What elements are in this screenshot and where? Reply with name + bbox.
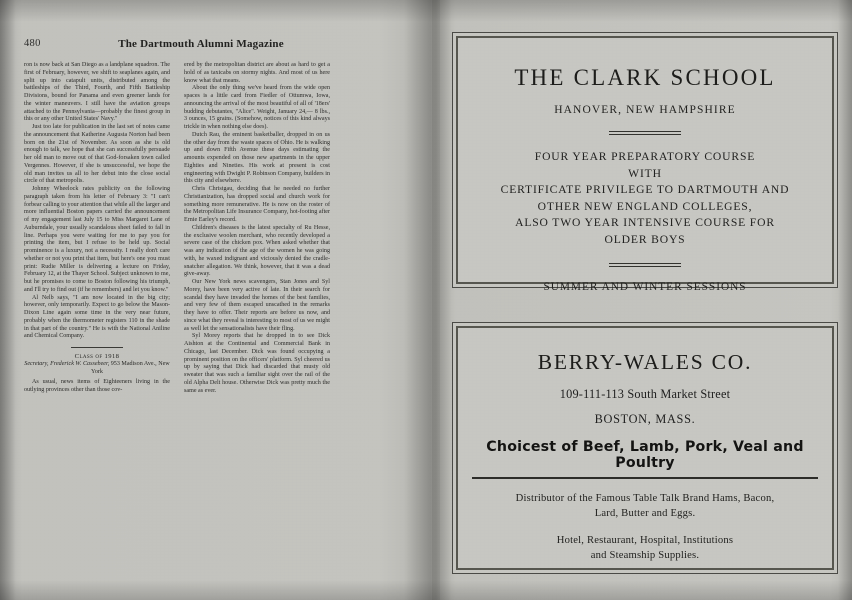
- paragraph: As usual, news items of Eighteeners living in the outlying provinces other than those cov-: [24, 379, 170, 393]
- clark-school-title: THE CLARK SCHOOL: [514, 65, 776, 90]
- clark-school-location: HANOVER, NEW HAMPSHIRE: [554, 104, 736, 116]
- right-page: [440, 0, 852, 600]
- paragraph: Children's diseases is the latest specialty of Ru Hesse, the exclusive woolen merchant, who recently developed a severe case of the chicken pox. When asked whether that was any indication of the age of the women he was going with, he waxed indignant and viciously denied the cradle-snatcher allegation. We think, however, that it was a dead give-away.: [184, 224, 330, 278]
- class-notes-heading: Class of 1918: [74, 353, 120, 360]
- ad-inner-frame: [456, 326, 834, 570]
- berry-wales-city: BOSTON, MASS.: [594, 412, 696, 426]
- paragraph: Johnny Wheelock rates publicity on the following paragraph taken from his letter of February 3: "I can't forbear calling to your attention that while all the larger and more influential Boston papers carried the announcement of my engagement last July 15 to Miss Margaret Lane of Auburndale, your usually scandalous sheet failed to fall in line. Perhaps you were waiting for me to pay you for printing the item, but I refuse to be held up. Social prominence is a luxury, not a necessity. I really don't care whether or not you print that item, but here's one you must print: Rudie Miller is delivering a lecture on Friday, February 12, at the Thayer School. Subject unknown to me, but he promises to come to Boston following his triumph, and I'll try to find out (if he remembers) and let you know.": [24, 186, 170, 293]
- class-secretary-address: 953 Madison Ave., New York: [91, 361, 170, 375]
- berry-wales-supply-text: [472, 533, 818, 564]
- text-columns: [24, 62, 330, 395]
- berry-wales-street-address: 109-111-113 South Market Street: [559, 387, 731, 401]
- supply-line: Hotel, Restaurant, Hospital, Institutions: [556, 534, 734, 546]
- double-rule-divider: [609, 131, 681, 135]
- course-line: ALSO TWO YEAR INTENSIVE COURSE FOR: [515, 216, 775, 229]
- section-divider-rule: [71, 347, 123, 348]
- course-line: FOUR YEAR PREPARATORY COURSE: [534, 150, 756, 163]
- distributor-line: Lard, Butter and Eggs.: [594, 508, 696, 520]
- class-secretary-name: Secretary, Frederick W. Cassebeer,: [24, 361, 110, 367]
- berry-wales-title: BERRY-WALES CO.: [537, 350, 753, 374]
- paragraph: ron is now back at San Diego as a landplane squadron. The first of February, however, we shift to seaplanes again, and split up into catapult units, distributed among the battleships of the Third, Fourth, and Fifth Battleship Divisions, bound for Panama and even greener lands for the winter maneuvers. I still have the aviation groups attached to the Pennsylvania—probably the finest group in this or any other United States' Navy.": [24, 62, 170, 123]
- left-page-content: [24, 38, 330, 395]
- class-secretary-line: [24, 361, 170, 376]
- page-header: [24, 38, 330, 56]
- ad-inner-frame: [456, 36, 834, 293]
- advertisement-clark-school: [452, 32, 838, 293]
- paragraph: ered by the metropolitan district are about as hard to get a hold of as taxicabs on stormy nights. And most of us here know what that means.: [184, 62, 330, 84]
- course-line: WITH: [628, 166, 662, 180]
- paragraph: Al Nelb says, "I am now located in the big city; however, only temporarily. Expect to go below the Mason-Dixon Line again some time in the very near future, probably when the thermometer registers 110 in the shade in that part of the country." He is with the National Aniline and Chemical Company.: [24, 294, 170, 340]
- text-column-2: [184, 62, 330, 395]
- distributor-line: Distributor of the Famous Table Talk Brand Hams, Bacon,: [515, 492, 775, 504]
- paragraph: Our New York news scavengers, Stan Jones and Syl Morey, have been very active of late. In their search for scandal they have invaded the homes of the best families, and very few of them escaped unscathed in the remarks they have to offer. Their reports are before us now, and since what they reveal is interesting to most of us we might as well let the sensationalists have their fling.: [184, 279, 330, 332]
- double-rule-divider: [609, 263, 681, 267]
- text-column-1: [24, 62, 170, 395]
- paragraph: About the only thing we've heard from the wide open spaces is a little card from Fiedler of Ottumwa, Iowa, announcing the arrival of the most beautiful of all of '18ers' budding debutantes, "Alice". Weight, January 24,— 8 lbs., 3 ounces, 15 grains. (Somehow, notices of this kind always trickle in when nothing else does).: [184, 85, 330, 130]
- banner-underline-rule: [472, 477, 818, 479]
- paragraph: Dutch Rau, the eminent basketballer, dropped in on us the other day from the waste spaces of Ohio. He is walking up and down Fifth Avenue these days estimating the amounts expended on those new apartments in the upper Eighties and Nineties. His work at present is cost engineering with Dwight P. Robinson Company, builders in this city and elsewhere.: [184, 131, 330, 185]
- clark-school-course-description: [472, 149, 818, 248]
- running-head-title: The Dartmouth Alumni Magazine: [118, 38, 284, 50]
- clark-school-sessions: SUMMER AND WINTER SESSIONS: [543, 281, 747, 293]
- folio-page-number: 480: [24, 38, 41, 49]
- course-line: CERTIFICATE PRIVILEGE TO DARTMOUTH AND: [500, 183, 790, 196]
- paragraph: Just too late for publication in the last set of notes came the announcement that Katherine Augusta Norton had been born on the 21st of November. As soon as she is old enough to talk, we hope that she can successfully persuade her old man to move out of that God-forsaken town called Vergennes. However, if she is unsuccessful, we hope the old man invites us all to her debut into the close social circle of that metropolis.: [24, 124, 170, 185]
- paragraph: Syl Morey reports that he dropped in to see Dick Aishton at the Continental and Commercial Bank in Chicago, last December. Dick was found occupying a prominent position on the officers' platform. Syl cheered us up by saying that Dick had discarded that musty old sweater that was such a familiar sight over the rail of the old Alpha Delt house. Otherwise Dick was pretty much the same as ever.: [184, 333, 330, 394]
- paragraph: Chris Christgau, deciding that he needed no further Christianization, has dropped social and church work for something more remunerative. He is now on the roster of the Metropolitan Life Insurance Company, hot-footing after Ernie Earley's record.: [184, 186, 330, 223]
- berry-wales-product-banner: Choicest of Beef, Lamb, Pork, Veal and Poultry: [486, 439, 804, 471]
- course-line: OLDER BOYS: [604, 232, 686, 246]
- berry-wales-distributor-text: [472, 491, 818, 522]
- advertisement-berry-wales: [452, 322, 838, 574]
- course-line: OTHER NEW ENGLAND COLLEGES,: [537, 199, 753, 213]
- supply-line: and Steamship Supplies.: [590, 550, 700, 562]
